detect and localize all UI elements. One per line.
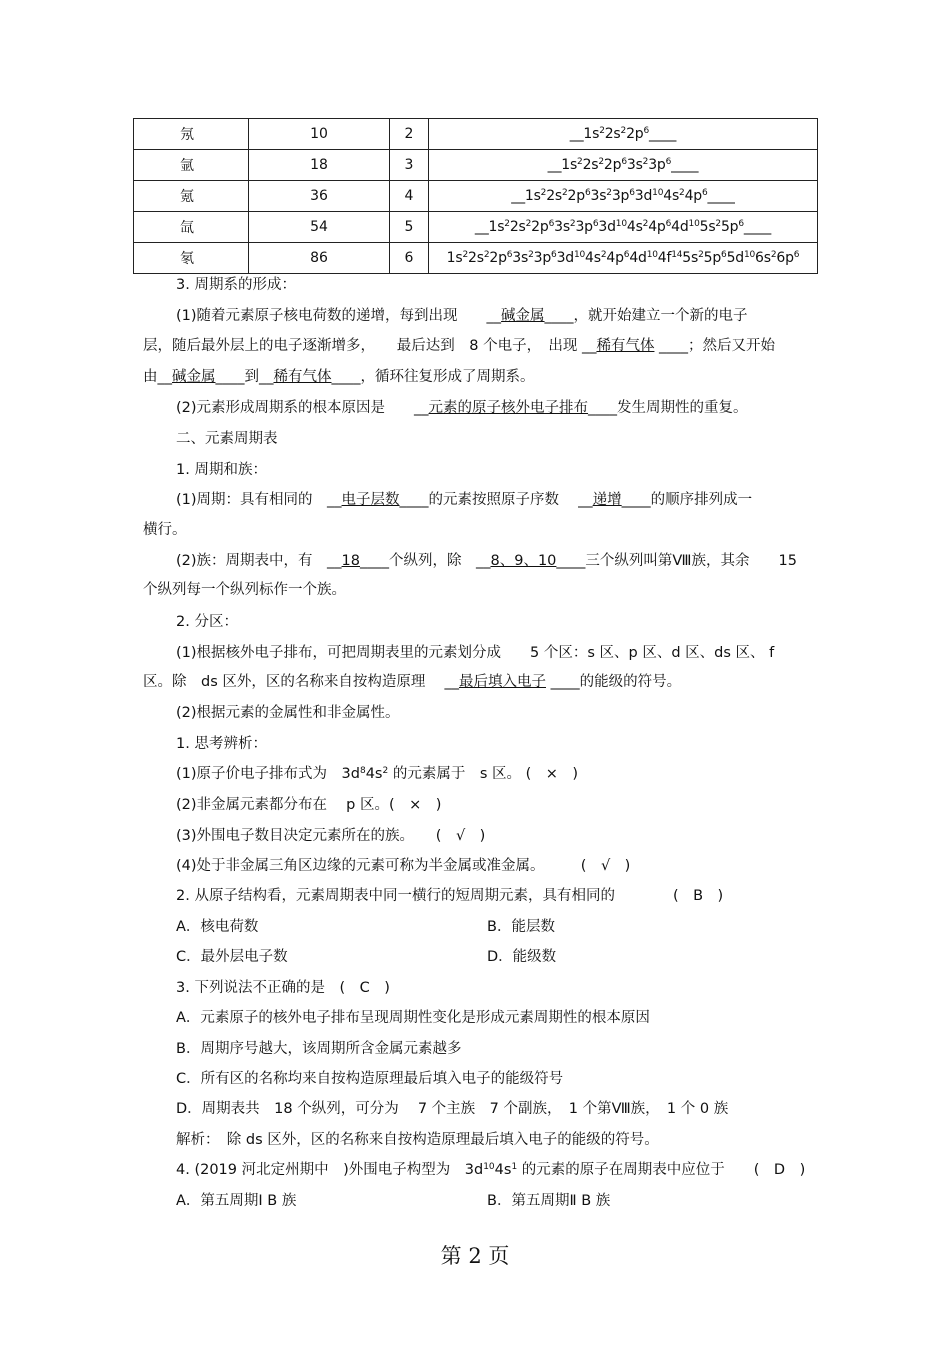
table-row xyxy=(134,150,818,181)
subsection-heading: 2. 分区： xyxy=(176,614,238,630)
quiz-item: (3)外围电子数目决定元素所在的族。 ( √ ) xyxy=(176,828,486,844)
paragraph-line: 由__碱金属____到__稀有气体____，循环往复形成了周期系。 xyxy=(143,369,535,385)
option-d: D．能级数 xyxy=(487,949,557,965)
question-2: 2. 从原子结构看，元素周期表中同一横行的短周期元素，具有相同的 ( B ) xyxy=(176,888,724,904)
paragraph-line: (2)元素形成周期系的根本原因是 __元素的原子核外电子排布____发生周期性的重复。 xyxy=(176,400,748,416)
quiz-item: (4)处于非金属三角区边缘的元素可称为半金属或准金属。 ( √ ) xyxy=(176,858,631,874)
paragraph-line: (1)根据核外电子排布，可把周期表里的元素划分成 5 个区：s 区、p 区、d 区、ds 区、 f xyxy=(176,645,775,661)
noble-gas-config-table xyxy=(133,118,818,274)
paragraph-line: 个纵列每一个纵列标作一个族。 xyxy=(143,582,346,598)
electron-configuration: $\_\_1s^22s^22p^63s^23p^63d^{10}4s^24p^6\_\_\_\_$ xyxy=(429,181,818,212)
paragraph-line: (2)族：周期表中，有 __18____个纵列，除 __8、9、10____三个纵列叫第Ⅷ族，其余 15 xyxy=(176,553,797,569)
period-number: 3 xyxy=(390,150,429,181)
atomic-number: 86 xyxy=(249,243,390,274)
atomic-number: 10 xyxy=(249,119,390,150)
electron-configuration: $\_\_1s^22s^22p^6\_\_\_\_$ xyxy=(429,119,818,150)
paragraph-line: 层，随后最外层上的电子逐渐增多， 最后达到 8 个电子， 出现 __稀有气体 ____；然后又开始 xyxy=(143,338,776,354)
period-number: 4 xyxy=(390,181,429,212)
option-a: A．第五周期Ⅰ B 族 xyxy=(176,1193,297,1209)
period-number: 6 xyxy=(390,243,429,274)
question-4: 4. (2019 河北定州期中 )外围电子构型为 $3d^{10}4s^1$ 的元素的原子在周期表中应位于 ( D ) xyxy=(176,1162,806,1178)
option-b: B．能层数 xyxy=(487,919,555,935)
section-periodic-system: 3. 周期系的形成： xyxy=(176,277,296,293)
atomic-number: 36 xyxy=(249,181,390,212)
atomic-number: 54 xyxy=(249,212,390,243)
option-c: C．最外层电子数 xyxy=(176,949,288,965)
table-row xyxy=(134,181,818,212)
electron-configuration: $1s^22s^22p^63s^23p^63d^{10}4s^24p^64d^{10}4f^{14}5s^25p^65d^{10}6s^26p^6$ xyxy=(429,243,818,274)
electron-configuration: $\_\_1s^22s^22p^63s^23p^63d^{10}4s^24p^64d^{10}5s^25p^6\_\_\_\_$ xyxy=(429,212,818,243)
element-name: 氖 xyxy=(134,119,249,150)
electron-configuration: $\_\_1s^22s^22p^63s^23p^6\_\_\_\_$ xyxy=(429,150,818,181)
page-number: 第 2 页 xyxy=(440,1244,510,1268)
option-a: A．核电荷数 xyxy=(176,919,259,935)
paragraph-line: 区。除 ds 区外，区的名称来自按构造原理 __最后填入电子 ____的能级的符号。 xyxy=(143,674,682,690)
option-c: C．所有区的名称均来自按构造原理最后填入电子的能级符号 xyxy=(176,1071,564,1087)
table-row xyxy=(134,212,818,243)
explanation: 解析： 除 ds 区外，区的名称来自按构造原理最后填入电子的能级的符号。 xyxy=(176,1132,659,1148)
option-b: B．第五周期Ⅱ B 族 xyxy=(487,1193,611,1209)
period-number: 5 xyxy=(390,212,429,243)
option-a: A．元素原子的核外电子排布呈现周期性变化是形成元素周期性的根本原因 xyxy=(176,1010,650,1026)
quiz-item: (2)非金属元素都分布在 p 区。( × ) xyxy=(176,797,442,813)
period-number: 2 xyxy=(390,119,429,150)
quiz-item: (1)原子价电子排布式为 $3d^84s^2$ 的元素属于 s 区。 ( × ) xyxy=(176,766,579,782)
subsection-heading: 1. 周期和族： xyxy=(176,462,267,478)
atomic-number: 18 xyxy=(249,150,390,181)
table-row xyxy=(134,243,818,274)
paragraph-line: (1)随着元素原子核电荷数的递增，每到出现 __碱金属____，就开始建立一个新的电子 xyxy=(176,308,748,324)
paragraph-line: (2)根据元素的金属性和非金属性。 xyxy=(176,705,400,721)
subsection-heading: 1. 思考辨析： xyxy=(176,736,267,752)
paragraph-line: (1)周期：具有相同的 __电子层数____的元素按照原子序数 __递增____的顺序排列成一 xyxy=(176,492,753,508)
question-3: 3. 下列说法不正确的是 ( C ) xyxy=(176,980,390,996)
element-name: 氩 xyxy=(134,150,249,181)
element-name: 氙 xyxy=(134,212,249,243)
table-row xyxy=(134,119,818,150)
paragraph-line: 横行。 xyxy=(143,522,187,538)
option-b: B．周期序号越大，该周期所含金属元素越多 xyxy=(176,1041,462,1057)
element-name: 氡 xyxy=(134,243,249,274)
option-d: D．周期表共 18 个纵列，可分为 7 个主族 7 个副族， 1 个第Ⅷ族， 1 个 0 族 xyxy=(176,1101,729,1117)
element-name: 氪 xyxy=(134,181,249,212)
section-heading: 二、元素周期表 xyxy=(176,431,278,447)
